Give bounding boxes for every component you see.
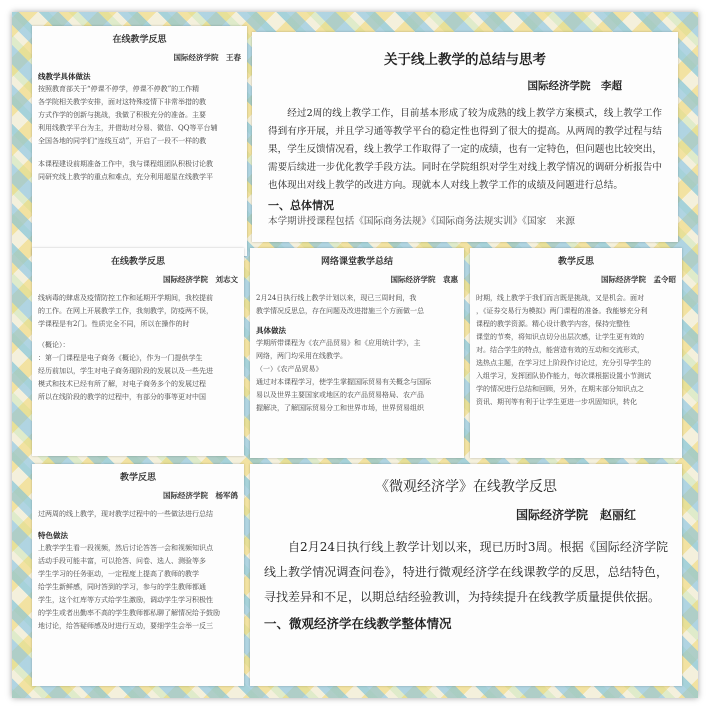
document-line: 学生，这个红库等方式给学生激励，调动学生学习积极性 [38, 596, 213, 604]
document-line: 利用线教学平台为主，并借助对分易、微信、QQ等平台辅 [38, 124, 218, 132]
document-line: 给学生新鲜感，同时答到的学习，参与的学生教师都通 [38, 583, 206, 591]
document-line [38, 521, 238, 529]
document-line: 本学期讲授课程包括《国际商务法规》《国际商务法规实训》《国家 来源 [268, 216, 575, 227]
document-line: 握解决，了解国际贸易分工和世界市场，世界贸易组织 [256, 404, 424, 412]
document-card [32, 26, 247, 256]
document-line: 时期，线上教学于我们而言既是挑战，又是机会。面对 [476, 294, 644, 302]
document-line: 按照教育部关于“停课不停学，停课不停教”的工作精 [38, 85, 200, 93]
document-title: 教学反思 [119, 473, 156, 483]
document-heading: 一、总体情况 [268, 199, 334, 212]
document-line: （一）《农产品贸易》 [256, 365, 323, 373]
document-line: 同研究线上教学的重点和难点，充分利用超星在线教学平 [38, 173, 213, 181]
document-line: 课程的教学资源。精心设计教学内容，保持完整性 [476, 320, 630, 328]
document-line: 各学院相关教学安排，面对这特殊疫情下非常举措的教 [38, 98, 206, 106]
document-line: 模式和技术已经有所了解，对电子商务多个的发展过程 [38, 380, 206, 388]
document-author: 国际经济学院 杨军鸽 [163, 491, 238, 500]
document-line: 上教学学生看一段视频，然后讨论答答一会和视频知识点 [38, 544, 213, 552]
document-line: 全国各地的同学们“连线互动”，开启了一段不一样的教 [38, 137, 207, 145]
document-line: ：第一门课程是电子商务《概论》，作为一门提供学生 [38, 354, 203, 362]
document-line: 方式作学的创新与挑战，我做了积极充分的准备。主要 [38, 111, 206, 119]
document-title: 在线教学反思 [110, 257, 165, 267]
document-card [470, 248, 682, 458]
document-author: 国际经济学院 孟令昭 [601, 275, 676, 284]
document-card [252, 32, 678, 242]
document-card [32, 248, 244, 456]
document-title: 网络课堂教学总结 [320, 257, 393, 267]
document-line [38, 148, 241, 158]
document-heading: 具体做法 [256, 326, 286, 335]
document-line: 地讨论，给答疑师感及时进行互动，要细学生会举一反三 [38, 622, 213, 630]
document-line: 所以在线阶段的教学的过程中，有部分的事等更对中国 [38, 393, 206, 401]
document-paragraph: 自2月24日执行线上教学计划以来，现已历时3周。根据《国际经济学院线上教学情况调查问卷》，特进行微观经济学在线课教学的反思，总结特色，寻找差异和不足，以期总结经验教训，为持续提升在线教学质量提供依据。 [264, 540, 668, 604]
document-paragraph: 经过2周的线上教学工作，目前基本形成了较为成熟的线上教学方案模式，线上教学工作得到有序开展，并且学习通等教学平台的稳定性也得到了很大的提高。从两周的教学过程与结果，学生反馈情况看，线上教学工作取得了一定的成绩，也有一定特色，但问题也比较突出，需要后续进一步优化教学手段方法。同时在学院组织对学生对线上教学情况的调研分析报告中也体现出对线上教学的改进方向。现就本人对线上教学工作的成绩及问题进行总结。 [268, 108, 662, 191]
document-line: 过两周的线上教学，现对教学过程中的一些做法进行总结 [38, 510, 213, 518]
document-line: 学生学习的任务驱动，一定程度上提高了教师的教学 [38, 570, 199, 578]
document-heading: 特色做法 [38, 531, 68, 540]
document-line: 易以及世界主要国家或地区的农产品贸易格局、农产品 [256, 391, 424, 399]
document-line: 资讯、期刊等有利于让学生更进一步巩固知识，转化 [476, 398, 637, 406]
document-author: 国际经济学院 刘志文 [163, 275, 238, 284]
document-line: 本课程建设前期准备工作中，我与课程组团队积极讨论教 [38, 160, 213, 168]
document-author: 国际经济学院 王春 [173, 53, 241, 62]
document-line: 活动手段可能丰富，可以抢答、问卷、选人、测验等多 [38, 557, 206, 565]
document-line: 通过对本课程学习，使学生掌握国际贸易有关概念与国际 [256, 378, 431, 386]
document-line: 选热点主题，在学习过上阶段作讨论过，充分引导学生的 [476, 359, 651, 367]
document-line: 网络，两门均采用在线教学。 [256, 352, 347, 360]
document-line: 线病毒的肆虐及疫情防控工作和延期开学期间，我校提前 [38, 294, 213, 302]
document-line: 2月24日执行线上教学计划以来，现已三周时间，我 [256, 294, 417, 302]
document-card [250, 248, 464, 458]
document-line: 的学生或者出勤率不高的学生教师都私聊了解情况给予鼓励 [38, 609, 220, 617]
document-line: 课堂的节奏，将知识点切分出层次感，让学生更有效的 [476, 333, 644, 341]
document-line: 学期所带课程为《农产品贸易》和《应用统计学》，主 [256, 339, 421, 347]
document-line: 对。结合学生的特点，能营造有效的互动和交流形式， [476, 346, 644, 354]
document-line: 经历前加以，学生对电子商务现阶段的发展以及一些先进 [38, 367, 213, 375]
document-author: 国际经济学院 袁惠 [390, 275, 458, 284]
collage-frame [12, 12, 698, 698]
document-title: 关于线上教学的总结与思考 [384, 52, 546, 68]
document-card [250, 464, 682, 686]
document-heading: 一、微观经济学在线教学整体情况 [264, 616, 452, 631]
document-line [38, 331, 238, 339]
document-line: 教学情况反思总，存在问题及改进措施三个方面做一总 [256, 307, 424, 315]
document-line: 学课程是有2门。性质完全不同，所以在操作的时 [38, 320, 190, 328]
document-author: 国际经济学院 赵丽红 [515, 508, 636, 522]
document-line: 入组学习，发挥团队协作能力，每次课根据设置小节测试 [476, 372, 651, 380]
document-title: 教学反思 [557, 257, 594, 267]
document-line: （概论）： [38, 341, 70, 349]
document-title: 在线教学反思 [112, 35, 167, 45]
document-title: 《微观经济学》在线教学反思 [375, 479, 557, 495]
document-line: ，《证券交易行为模拟》两门课程的准备。我能够充分利 [476, 307, 648, 315]
document-line: 的工作。在网上开展教学工作，我刻教学，防疫两不误， [38, 307, 213, 315]
document-author: 国际经济学院 李超 [527, 80, 622, 92]
document-line: 学的情况进行总结和回顾，另外，在期末部分知识点之 [476, 385, 644, 393]
document-line: 线教学具体做法 [38, 72, 91, 81]
document-card [32, 464, 244, 686]
